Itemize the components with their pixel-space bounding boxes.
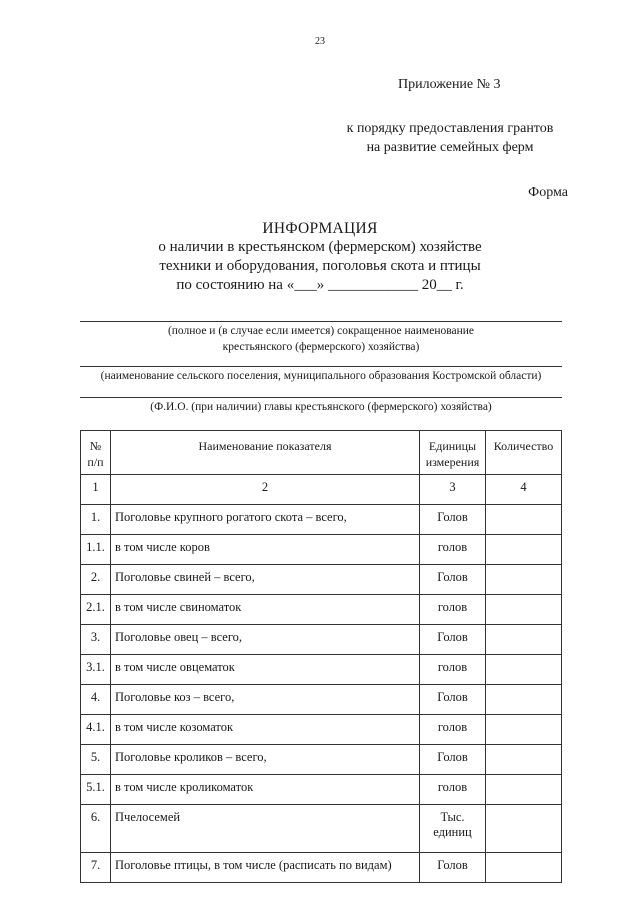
row-number: 5. — [81, 745, 111, 775]
header-name: Наименование показателя — [111, 431, 420, 475]
quantity-cell[interactable] — [486, 595, 562, 625]
unit-of-measure — [420, 535, 486, 565]
settlement-line — [80, 366, 562, 367]
unit-line: голов — [437, 600, 468, 614]
row-number: 3.1. — [81, 655, 111, 685]
indicator-name: Поголовье свиней – всего, — [111, 565, 420, 595]
unit-line: Голов — [437, 510, 468, 524]
header-num: № п/п — [81, 431, 111, 475]
quantity-cell[interactable] — [486, 685, 562, 715]
column-number: 4 — [486, 475, 562, 505]
unit-line: голов — [437, 720, 468, 734]
head-name-caption: (Ф.И.О. (при наличии) главы крестьянского (фермерского) хозяйства) — [150, 401, 492, 413]
indicator-name: Поголовье овец – всего, — [111, 625, 420, 655]
subtitle-line: на развитие семейных ферм — [366, 140, 534, 155]
quantity-cell[interactable] — [486, 565, 562, 595]
row-number: 3. — [81, 625, 111, 655]
indicator-name: в том числе овцематок — [111, 655, 420, 685]
heading-line: по состоянию на «___» ____________ 20__ г. — [176, 277, 464, 293]
form-label: Форма — [528, 185, 568, 200]
indicator-name: в том числе коров — [111, 535, 420, 565]
table-row — [81, 505, 562, 535]
table-row — [81, 565, 562, 595]
farm-name-line — [80, 321, 562, 322]
unit-line: Тыс. — [440, 810, 465, 824]
table-row — [81, 805, 562, 853]
table-header-row — [81, 431, 562, 475]
indicator-name: в том числе козоматок — [111, 715, 420, 745]
unit-line: единиц — [433, 825, 472, 839]
indicator-name: в том числе свиноматок — [111, 595, 420, 625]
table-row — [81, 595, 562, 625]
unit-line: Голов — [437, 630, 468, 644]
column-number: 3 — [420, 475, 486, 505]
unit-of-measure — [420, 745, 486, 775]
unit-of-measure — [420, 685, 486, 715]
quantity-cell[interactable] — [486, 625, 562, 655]
quantity-cell[interactable] — [486, 535, 562, 565]
row-number: 4. — [81, 685, 111, 715]
unit-of-measure — [420, 775, 486, 805]
quantity-cell[interactable] — [486, 655, 562, 685]
caption-line: (полное и (в случае если имеется) сокращенное наименование — [167, 325, 475, 337]
table-row — [81, 685, 562, 715]
quantity-cell[interactable] — [486, 745, 562, 775]
indicator-name: Пчелосемей — [111, 805, 420, 853]
document-heading — [80, 219, 560, 295]
head-name-line — [80, 397, 562, 398]
column-number-row — [81, 475, 562, 505]
unit-line: Голов — [437, 750, 468, 764]
farm-name-caption — [80, 323, 562, 355]
unit-line: Голов — [437, 690, 468, 704]
table-row — [81, 745, 562, 775]
quantity-cell[interactable] — [486, 775, 562, 805]
unit-line: голов — [437, 540, 468, 554]
unit-line: Голов — [437, 570, 468, 584]
unit-of-measure — [420, 655, 486, 685]
unit-of-measure — [420, 565, 486, 595]
table-row — [81, 715, 562, 745]
settlement-caption: (наименование сельского поселения, муниципального образования Костромской области) — [100, 370, 542, 382]
indicator-name: Поголовье коз – всего, — [111, 685, 420, 715]
page-number: 23 — [315, 36, 325, 47]
unit-line: Голов — [437, 858, 468, 872]
column-number: 2 — [111, 475, 420, 505]
unit-of-measure — [420, 853, 486, 883]
column-number: 1 — [81, 475, 111, 505]
table-row — [81, 535, 562, 565]
quantity-cell[interactable] — [486, 805, 562, 853]
indicator-name: Поголовье птицы, в том числе (расписать по видам) — [111, 853, 420, 883]
header-unit: Единицы измерения — [420, 431, 486, 475]
unit-of-measure — [420, 625, 486, 655]
subtitle-line: к порядку предоставления грантов — [346, 121, 554, 136]
quantity-cell[interactable] — [486, 715, 562, 745]
appendix-subtitle — [330, 119, 570, 157]
unit-of-measure — [420, 595, 486, 625]
heading-line: техники и оборудования, поголовья скота и птицы — [159, 258, 481, 274]
row-number: 1. — [81, 505, 111, 535]
row-number: 4.1. — [81, 715, 111, 745]
table-row — [81, 625, 562, 655]
row-number: 6. — [81, 805, 111, 853]
header-qty: Количество — [486, 431, 562, 475]
table-row — [81, 853, 562, 883]
row-number: 1.1. — [81, 535, 111, 565]
unit-line: голов — [437, 780, 468, 794]
unit-line: голов — [437, 660, 468, 674]
row-number: 5.1. — [81, 775, 111, 805]
indicator-name: Поголовье крупного рогатого скота – всего, — [111, 505, 420, 535]
table-row — [81, 655, 562, 685]
unit-of-measure — [420, 715, 486, 745]
row-number: 2. — [81, 565, 111, 595]
indicator-name: в том числе кроликоматок — [111, 775, 420, 805]
livestock-table — [80, 430, 562, 883]
quantity-cell[interactable] — [486, 853, 562, 883]
heading-title: ИНФОРМАЦИЯ — [262, 220, 378, 237]
indicator-name: Поголовье кроликов – всего, — [111, 745, 420, 775]
appendix-title: Приложение № 3 — [398, 77, 501, 92]
caption-line: крестьянского (фермерского) хозяйства) — [222, 341, 420, 353]
table-row — [81, 775, 562, 805]
row-number: 7. — [81, 853, 111, 883]
heading-line: о наличии в крестьянском (фермерском) хозяйстве — [158, 239, 482, 255]
unit-of-measure — [420, 805, 486, 853]
row-number: 2.1. — [81, 595, 111, 625]
quantity-cell[interactable] — [486, 505, 562, 535]
unit-of-measure — [420, 505, 486, 535]
